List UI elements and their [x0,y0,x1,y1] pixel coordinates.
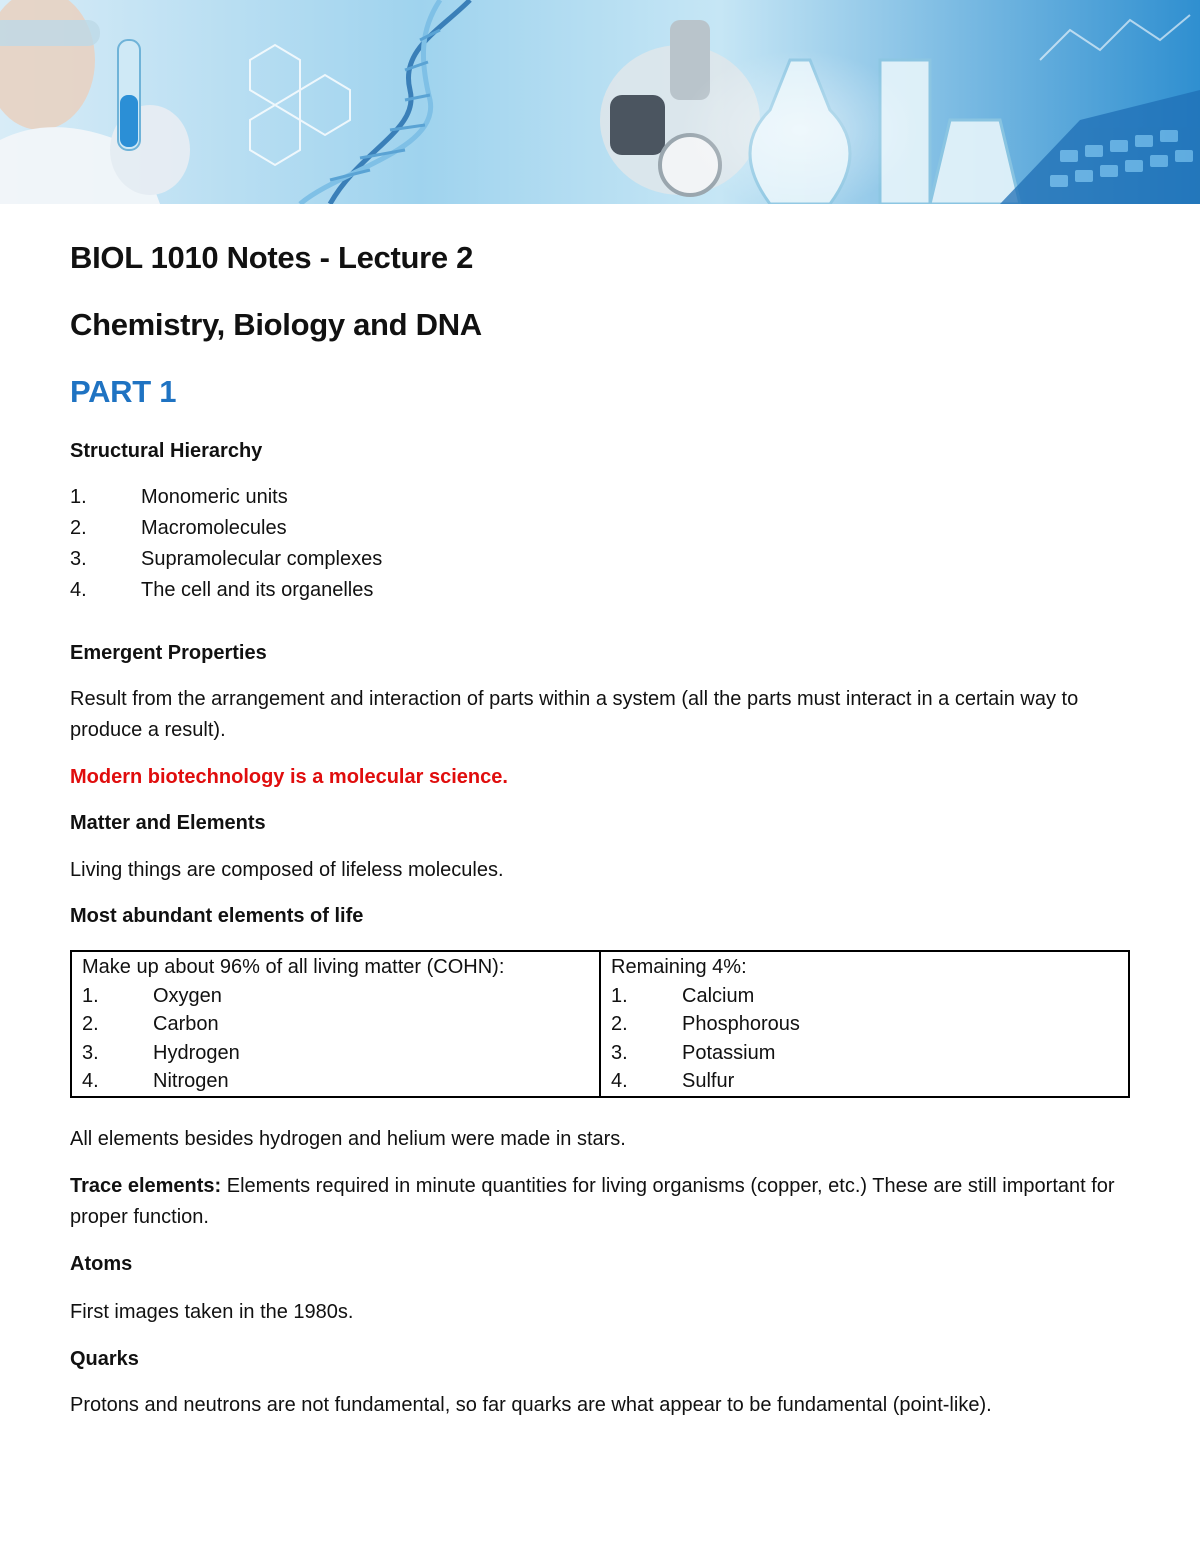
list-item [611,1039,1118,1068]
list-number: 4. [611,1070,628,1092]
list-item [82,982,589,1011]
abundant-elements-heading: Most abundant elements of life [70,905,364,927]
list-number: 1. [82,984,99,1007]
list-number: 2. [82,1013,99,1035]
quarks-text: Protons and neutrons are not fundamental, so far quarks are what appear to be fundamental (point-like). [70,1394,992,1416]
quarks-heading: Quarks [70,1348,139,1370]
element-name: Potassium [682,1041,776,1064]
document-subtitle: Chemistry, Biology and DNA [70,307,482,342]
structural-hierarchy-list [70,482,382,606]
matter-elements-text: Living things are composed of lifeless molecules. [70,859,504,881]
list-item [82,1039,589,1068]
abundant-elements-table [70,950,1130,1098]
remaining-cell [600,951,1129,1097]
atoms-text: First images taken in the 1980s. [70,1301,354,1323]
structural-hierarchy-heading: Structural Hierarchy [70,440,263,462]
emphasis-statement: Modern biotechnology is a molecular science. [70,766,508,788]
list-text: Macromolecules [141,517,287,539]
list-item [70,513,382,544]
document-title: BIOL 1010 Notes - Lecture 2 [70,240,474,275]
element-name: Carbon [153,1013,219,1035]
list-number: 3. [611,1041,628,1064]
list-number: 3. [70,548,87,570]
list-number: 4. [70,579,87,601]
trace-elements-text: Elements required in minute quantities for living organisms (copper, etc.) These are still important for proper function. [70,1175,1115,1228]
list-item [70,575,382,606]
trace-elements-label: Trace elements: [70,1175,222,1197]
header-banner-image [0,0,1200,204]
element-name: Calcium [682,984,755,1007]
list-number: 2. [611,1013,628,1035]
element-name: Phosphorous [682,1013,800,1035]
list-item [70,544,382,575]
element-name: Hydrogen [153,1041,240,1064]
list-item [82,1067,589,1096]
matter-elements-heading: Matter and Elements [70,812,266,834]
list-text: The cell and its organelles [141,579,374,601]
list-number: 2. [70,517,87,539]
list-text: Supramolecular complexes [141,548,383,570]
element-name: Sulfur [682,1070,735,1092]
part-label: PART 1 [70,374,177,409]
list-number: 1. [611,984,628,1007]
list-item [611,1010,1118,1039]
list-number: 4. [82,1070,99,1092]
list-number: 1. [70,486,87,508]
test-tube [118,40,140,150]
list-item [70,482,382,513]
element-name: Nitrogen [153,1070,229,1092]
list-item [82,1010,589,1039]
list-text: Monomeric units [141,486,288,508]
emergent-properties-text: Result from the arrangement and interaction of parts within a system (all the parts must interact in a certain way to produce a result). [70,688,1079,741]
element-name: Oxygen [153,984,222,1007]
list-item [611,1067,1118,1096]
list-number: 3. [82,1041,99,1064]
remaining-header: Remaining 4%: [611,956,747,978]
list-item [611,982,1118,1011]
table-row [71,951,1129,1097]
trace-elements-paragraph [70,1171,1130,1233]
emergent-properties-heading: Emergent Properties [70,642,267,664]
cohn-header: Make up about 96% of all living matter (COHN): [82,956,505,978]
atoms-heading: Atoms [70,1253,133,1275]
cohn-cell [71,951,600,1097]
stars-note: All elements besides hydrogen and helium were made in stars. [70,1128,626,1150]
